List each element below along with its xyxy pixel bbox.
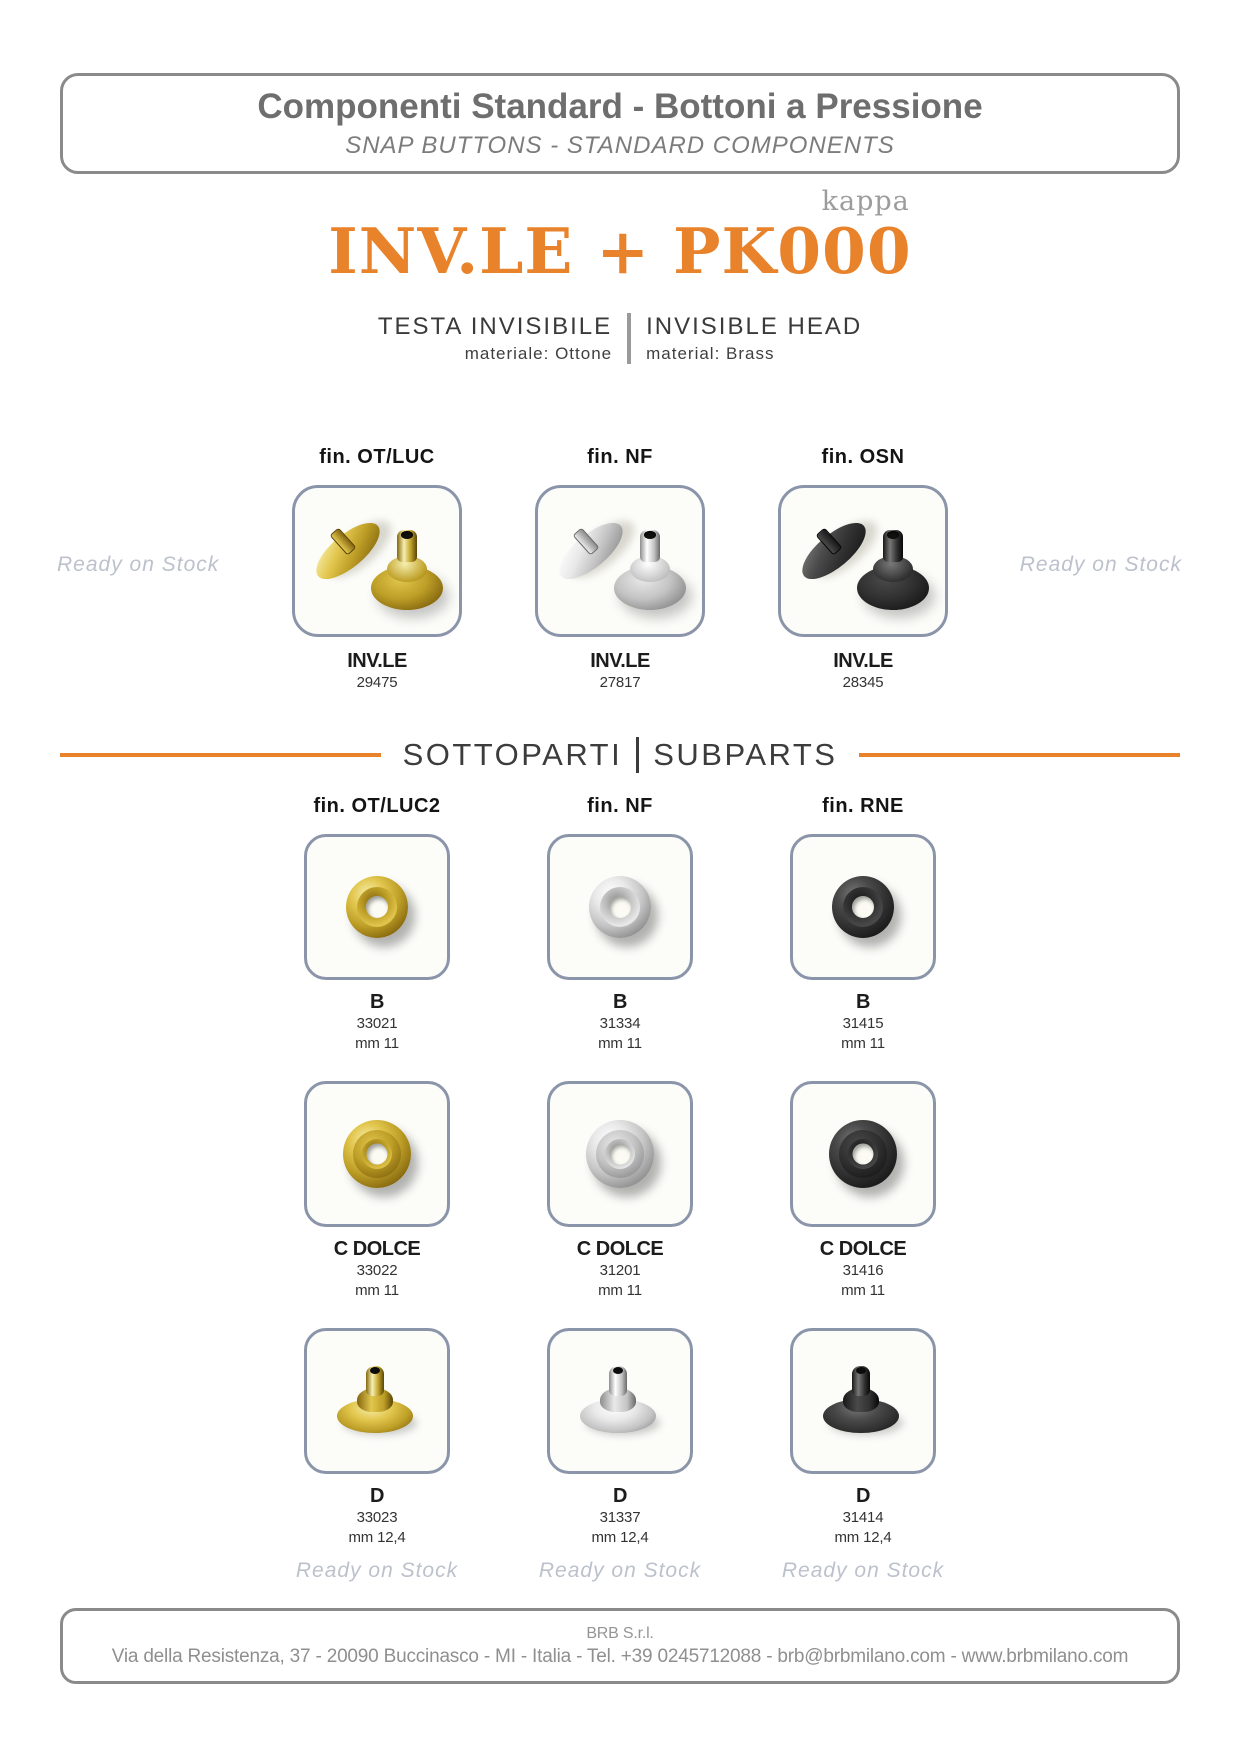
part-name: B — [856, 991, 870, 1013]
subparts-title-it: SOTTOPARTI — [402, 737, 623, 772]
part-name: INV.LE — [833, 650, 893, 672]
ready-on-stock-left: Ready on Stock — [57, 553, 220, 576]
part-code: 31415 — [842, 1015, 884, 1032]
product-image-box — [790, 1328, 936, 1474]
part-size: mm 11 — [841, 1034, 885, 1052]
part-code: 33022 — [356, 1262, 398, 1279]
finish-label: fin. NF — [587, 795, 653, 817]
part-code: 29475 — [356, 674, 398, 691]
finish-label: fin. NF — [587, 446, 653, 468]
header-box — [60, 73, 1180, 174]
part-code: 28345 — [842, 674, 884, 691]
part-size: mm 11 — [355, 1034, 399, 1052]
socket-hole — [853, 1144, 874, 1165]
socket-b-image — [832, 876, 894, 938]
subparts-title-en: SUBPARTS — [653, 737, 838, 772]
subparts-column-otluc2 — [256, 795, 499, 1583]
product-image-box — [790, 834, 936, 980]
product-image-box — [790, 1081, 936, 1227]
product-image-box — [547, 1081, 693, 1227]
company-address: Via della Resistenza, 37 - 20090 Buccinasco - MI - Italia - Tel. +39 0245712088 - brb@brbmilano.com - www.brbmilano.com — [111, 1645, 1129, 1667]
product-image-box — [304, 1081, 450, 1227]
socket-b-image — [346, 876, 408, 938]
snap-head-image — [781, 488, 945, 634]
orange-rule-left — [60, 753, 381, 757]
part-code: 31201 — [599, 1262, 641, 1279]
orange-rule-right — [859, 753, 1180, 757]
finish-label: fin. OT/LUC — [319, 446, 435, 468]
heads-row — [0, 446, 1240, 693]
subpart-cell-b — [790, 834, 936, 1053]
product-image-box — [304, 1328, 450, 1474]
divider-bar — [636, 737, 639, 773]
socket-b-image — [589, 876, 651, 938]
footer-box — [60, 1608, 1180, 1684]
subpart-cell-c — [790, 1081, 936, 1300]
socket-hole — [609, 896, 631, 918]
subparts-grid — [0, 795, 1240, 1583]
part-code: 31414 — [842, 1509, 884, 1526]
finish-label: fin. OT/LUC2 — [313, 795, 441, 817]
part-code: 31337 — [599, 1509, 641, 1526]
product-image-box — [292, 485, 462, 637]
subparts-divider — [60, 737, 1180, 773]
part-code: 33023 — [356, 1509, 398, 1526]
part-size: mm 12,4 — [348, 1528, 406, 1546]
socket-hole — [366, 896, 388, 918]
socket-c-image — [586, 1120, 654, 1188]
product-image-box — [778, 485, 948, 637]
part-code: 33021 — [356, 1015, 398, 1032]
page-subtitle: SNAP BUTTONS - STANDARD COMPONENTS — [345, 132, 895, 159]
ready-on-stock-under: Ready on Stock — [781, 1559, 945, 1582]
subpart-cell-d — [296, 1328, 458, 1583]
snap-head-image — [538, 488, 702, 634]
company-name: BRB S.r.l. — [586, 1624, 654, 1642]
product-title: INV.LE + PK000 — [328, 214, 912, 288]
part-code: 27817 — [599, 674, 641, 691]
socket-c-image — [829, 1120, 897, 1188]
part-size: mm 11 — [598, 1034, 642, 1052]
head-label-it: TESTA INVISIBILE — [377, 313, 613, 340]
product-image-box — [535, 485, 705, 637]
socket-c-image — [343, 1120, 411, 1188]
head-column-nf — [499, 446, 742, 693]
head-column-otluc — [256, 446, 499, 693]
part-name: INV.LE — [590, 650, 650, 672]
part-code: 31416 — [842, 1262, 884, 1279]
subpart-cell-d — [539, 1328, 701, 1583]
subpart-cell-d — [782, 1328, 944, 1583]
subparts-column-rne — [742, 795, 985, 1583]
subpart-cell-b — [304, 834, 450, 1053]
rivet-hole — [644, 531, 656, 539]
part-size: mm 11 — [355, 1281, 399, 1299]
stud-d-image — [578, 1365, 662, 1437]
stud-d-image — [821, 1365, 905, 1437]
part-name: D — [856, 1485, 870, 1507]
head-label-en: INVISIBLE HEAD — [646, 313, 863, 340]
subpart-cell-b — [547, 834, 693, 1053]
finish-label: fin. OSN — [821, 446, 905, 468]
kappa-brand-logo: kappa — [821, 186, 910, 217]
head-column-osn — [742, 446, 985, 693]
socket-hole — [610, 1144, 631, 1165]
vertical-divider — [627, 313, 631, 364]
part-name: B — [613, 991, 627, 1013]
subparts-column-nf — [499, 795, 742, 1583]
socket-hole — [852, 896, 874, 918]
head-description — [0, 313, 1240, 364]
part-name: C DOLCE — [333, 1238, 421, 1260]
stud-d-image — [335, 1365, 419, 1437]
product-title-block — [0, 186, 1240, 287]
product-image-box — [547, 1328, 693, 1474]
part-name: B — [370, 991, 384, 1013]
material-label-it: materiale: Ottone — [464, 344, 613, 363]
part-name: D — [613, 1485, 627, 1507]
page-title: Componenti Standard - Bottoni a Pressione — [257, 87, 983, 126]
stud-hole — [613, 1367, 623, 1374]
material-label-en: material: Brass — [646, 344, 775, 363]
part-name: D — [370, 1485, 384, 1507]
stud-hole — [370, 1367, 380, 1374]
ready-on-stock-right: Ready on Stock — [1019, 553, 1182, 576]
part-size: mm 11 — [841, 1281, 885, 1299]
part-name: INV.LE — [347, 650, 407, 672]
part-size: mm 11 — [598, 1281, 642, 1299]
snap-head-image — [295, 488, 459, 634]
rivet-hole — [401, 531, 413, 539]
product-image-box — [547, 834, 693, 980]
part-size: mm 12,4 — [591, 1528, 649, 1546]
subpart-cell-c — [304, 1081, 450, 1300]
ready-on-stock-under: Ready on Stock — [538, 1559, 702, 1582]
rivet-hole — [887, 531, 899, 539]
finish-label: fin. RNE — [822, 795, 904, 817]
stud-hole — [856, 1367, 866, 1374]
part-name: C DOLCE — [576, 1238, 664, 1260]
part-code: 31334 — [599, 1015, 641, 1032]
subpart-cell-c — [547, 1081, 693, 1300]
socket-hole — [367, 1144, 388, 1165]
part-size: mm 12,4 — [834, 1528, 892, 1546]
ready-on-stock-under: Ready on Stock — [295, 1559, 459, 1582]
product-image-box — [304, 834, 450, 980]
part-name: C DOLCE — [819, 1238, 907, 1260]
